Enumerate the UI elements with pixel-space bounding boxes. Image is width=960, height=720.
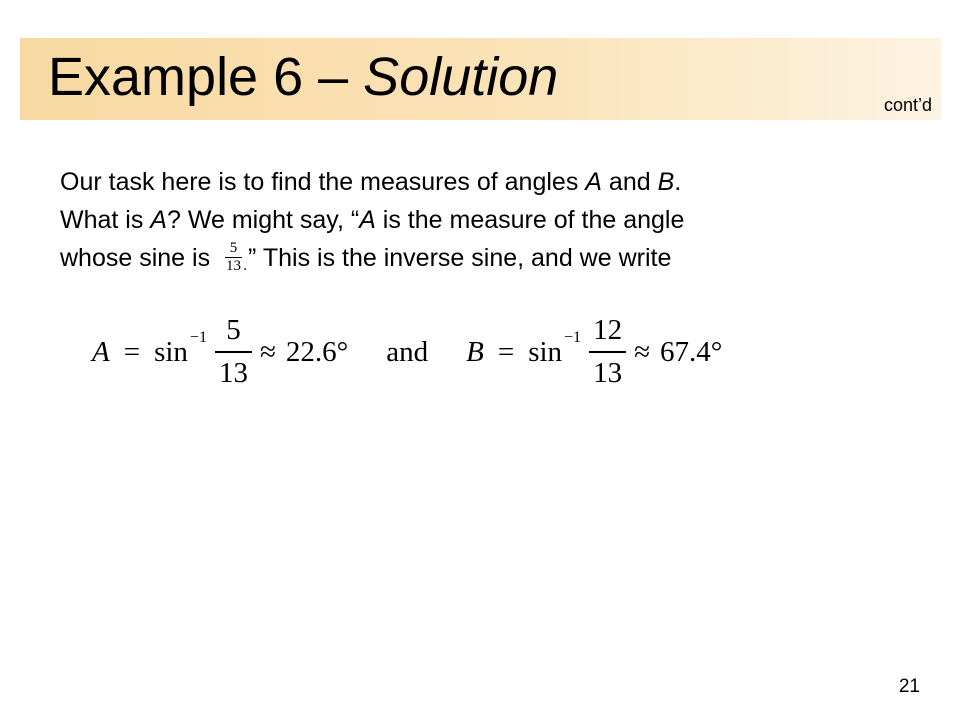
eq-inverse-exponent: −1 <box>189 329 207 346</box>
slide-title <box>48 47 559 107</box>
eq-value-b: 67.4° <box>659 335 723 368</box>
eq-numerator: 12 <box>593 314 623 346</box>
eq-approx: ≈ <box>634 335 650 368</box>
fraction-bar <box>215 351 252 353</box>
eq-lhs-b: B <box>466 335 484 368</box>
eq-and: and <box>386 335 429 368</box>
eq-lhs-a: A <box>92 335 110 368</box>
variable-a: A <box>150 206 167 234</box>
fraction-denominator: 13 <box>226 257 242 274</box>
eq-approx: ≈ <box>259 335 276 368</box>
text-run: ” This is the inverse sine, and we write <box>248 244 672 272</box>
continued-label: cont’d <box>883 95 932 115</box>
solution-paragraph <box>60 163 880 277</box>
fraction-numerator: 5 <box>225 241 242 258</box>
paragraph-line-2 <box>60 201 880 239</box>
eq-equals: = <box>497 335 515 368</box>
eq-value-a: 22.6° <box>285 335 349 368</box>
eq-fraction-2 <box>589 316 626 388</box>
text-run: . <box>674 168 682 196</box>
eq-sin-function: sin <box>528 335 563 368</box>
text-run: ? We might say, “ <box>166 206 360 234</box>
text-run: whose sine is <box>60 244 218 272</box>
eq-denominator: 13 <box>218 357 248 389</box>
eq-equals: = <box>123 335 141 368</box>
paragraph-line-3 <box>60 239 880 277</box>
eq-denominator: 13 <box>593 357 623 389</box>
text-run: Our task here is to find the measures of angles <box>60 168 586 196</box>
fraction-bar <box>589 351 626 353</box>
paragraph-line-1 <box>60 163 880 201</box>
inline-fraction <box>225 239 248 274</box>
eq-numerator: 5 <box>226 314 241 346</box>
text-run: is the measure of the angle <box>375 206 685 234</box>
text-run: and <box>601 168 658 196</box>
inverse-sine-equation <box>92 312 722 392</box>
page-number: 21 <box>898 676 920 697</box>
variable-a: A <box>585 168 602 196</box>
text-run: What is <box>60 206 151 234</box>
title-subtitle: Solution <box>363 47 559 107</box>
eq-sin-function: sin <box>154 335 188 368</box>
variable-b: B <box>657 168 675 196</box>
eq-fraction-1 <box>215 316 252 388</box>
title-main: Example 6 – <box>48 47 364 107</box>
eq-inverse-exponent: −1 <box>564 329 582 346</box>
fraction-period: . <box>243 257 248 274</box>
variable-a: A <box>359 206 376 234</box>
